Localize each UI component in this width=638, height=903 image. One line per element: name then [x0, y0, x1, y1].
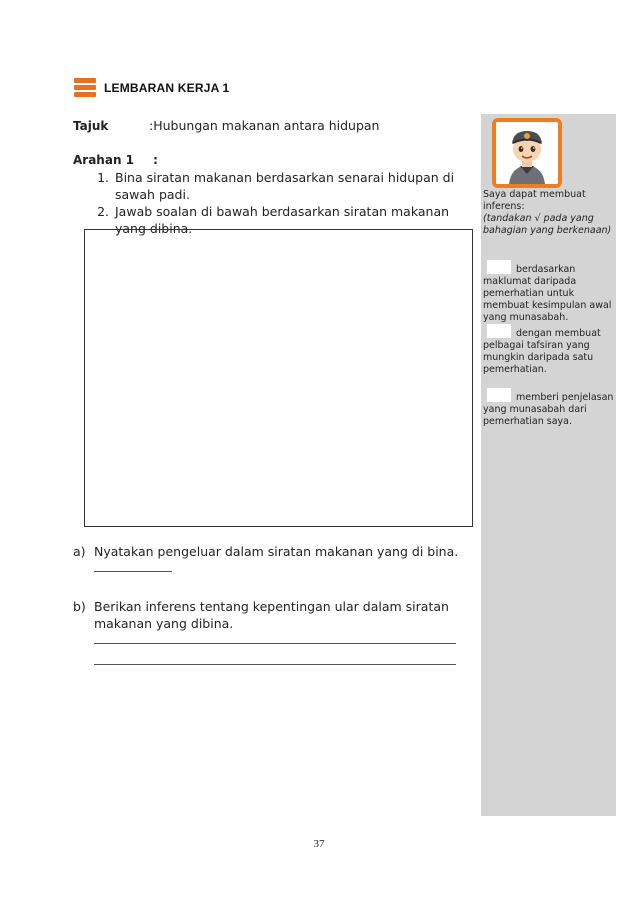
checkbox[interactable]	[487, 260, 511, 274]
self-assessment-intro: Saya dapat membuat inferens:	[483, 189, 586, 212]
boy-character-icon	[496, 122, 558, 184]
question-letter: a)	[73, 544, 86, 559]
instruction-item: 1. Bina siratan makanan berdasarkan senarai hidupan di sawah padi.	[113, 169, 473, 203]
answer-line[interactable]	[94, 632, 456, 644]
instruction-label: Arahan 1	[73, 153, 135, 167]
checklist-item-text: memberi penjelasan yang munasabah dari pemerhatian saya.	[483, 392, 614, 427]
instruction-item: 2. Jawab soalan di bawah berdasarkan siratan makanan yang dibina.	[113, 203, 473, 237]
self-assessment-sidebar	[481, 114, 616, 816]
answer-line[interactable]	[94, 653, 456, 665]
self-assessment-note: (tandakan √ pada yang bahagian yang berkenaan)	[483, 213, 612, 236]
instruction-row	[73, 151, 473, 169]
checklist-item-text: dengan membuat pelbagai tafsiran yang mungkin daripada satu pemerhatian.	[483, 328, 601, 375]
question-letter: b)	[73, 599, 86, 614]
question-text: Berikan inferens tentang kepentingan ular dalam siratan makanan yang dibina.	[94, 599, 449, 631]
worksheet-body	[73, 113, 473, 237]
checklist-item	[483, 260, 614, 324]
checklist-item	[483, 388, 614, 428]
checkbox[interactable]	[487, 324, 511, 338]
page-number: 37	[313, 838, 325, 850]
topic-value: :Hubungan makanan antara hidupan	[149, 118, 380, 133]
question-text: Nyatakan pengeluar dalam siratan makanan yang di bina.	[94, 544, 459, 559]
instruction-colon: :	[153, 152, 158, 167]
food-web-drawing-area[interactable]	[84, 229, 473, 527]
question-b	[73, 598, 473, 665]
topic-label: Tajuk	[73, 119, 109, 133]
checklist-item-text: berdasarkan maklumat daripada pemerhatian untuk membuat kesimpulan awal yang munasabah.	[483, 264, 612, 323]
checkbox[interactable]	[487, 388, 511, 402]
menu-bars-icon	[74, 78, 96, 97]
question-a	[73, 543, 473, 572]
checklist-item	[483, 324, 614, 376]
instruction-list	[73, 169, 473, 237]
character-avatar	[492, 118, 562, 188]
worksheet-title: LEMBARAN KERJA 1	[104, 80, 230, 95]
topic-row	[73, 117, 473, 137]
answer-line[interactable]	[94, 560, 172, 572]
worksheet-header	[74, 78, 229, 97]
